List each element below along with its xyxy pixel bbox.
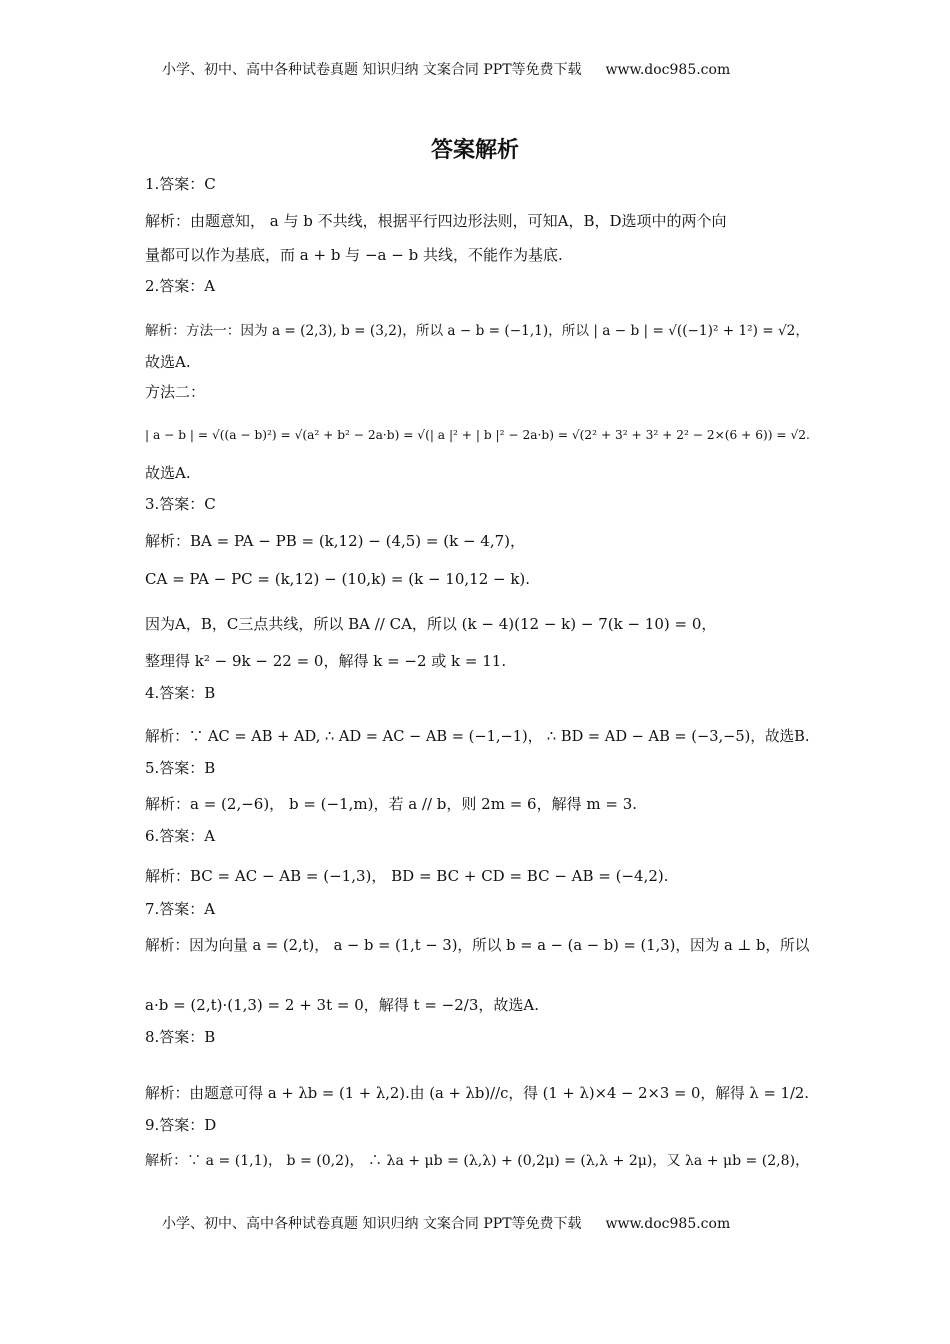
answer-line: 6.答案：A [145, 827, 216, 845]
header-text: 小学、初中、高中各种试卷真题 知识归纳 文案合同 PPT等免费下载 [162, 62, 582, 78]
text-line: 故选A. [145, 353, 191, 371]
footer-text: 小学、初中、高中各种试卷真题 知识归纳 文案合同 PPT等免费下载 [162, 1216, 582, 1232]
header-url: www.doc985.com [605, 62, 731, 78]
text-line: 解析：方法一：因为 a = (2,3), b = (3,2)，所以 a − b = (−1,1)，所以 | a − b | = √((−1)² + 1²) = √2， [145, 323, 809, 339]
page-header [162, 59, 730, 79]
answer-line: 1.答案：C [145, 175, 216, 193]
text-line: 整理得 k² − 9k − 22 = 0，解得 k = −2 或 k = 11. [145, 652, 507, 670]
text-line: 解析：∵ a = (1,1)， b = (0,2)， ∴ λa + μb = (λ,λ) + (0,2μ) = (λ,λ + 2μ)，又 λa + μb = (2,8)， [145, 1153, 810, 1169]
text-line: 解析：由题意可得 a + λb = (1 + λ,2).由 (a + λb)//c，得 (1 + λ)×4 − 2×3 = 0，解得 λ = 1/2. [145, 1085, 810, 1102]
text-line: 因为A，B，C三点共线，所以 BA // CA，所以 (k − 4)(12 − k) − 7(k − 10) = 0， [145, 615, 717, 633]
text-line: 解析：BA = PA − PB = (k,12) − (4,5) = (k − 4,7)， [145, 532, 526, 550]
answer-line: 2.答案：A [145, 277, 216, 295]
text-line: 解析：BC = AC − AB = (−1,3)， BD = BC + CD = BC − AB = (−4,2). [145, 867, 669, 885]
text-line: 方法二： [145, 383, 206, 401]
answer-line: 5.答案：B [145, 759, 216, 777]
answer-line: 3.答案：C [145, 495, 216, 513]
text-line: CA = PA − PC = (k,12) − (10,k) = (k − 10,12 − k). [145, 570, 531, 588]
page-title: 答案解析 [430, 137, 519, 163]
text-line: 故选A. [145, 464, 191, 482]
text-line: 解析：∵ AC = AB + AD, ∴ AD = AC − AB = (−1,−1)， ∴ BD = AD − AB = (−3,−5)，故选B. [145, 728, 810, 745]
text-line: 解析：由题意知， a 与 b 不共线，根据平行四边形法则，可知A，B，D选项中的两个向 [145, 212, 727, 230]
text-line: a·b = (2,t)·(1,3) = 2 + 3t = 0，解得 t = −2/3，故选A. [145, 996, 539, 1014]
page-footer [162, 1213, 730, 1233]
text-line: | a − b | = √((a − b)²) = √(a² + b² − 2a·b) = √(| a |² + | b |² − 2a·b) = √(2² + 3² + 3² + 2² − 2×(6 + 6)) = √2. [145, 428, 810, 442]
footer-url: www.doc985.com [605, 1216, 731, 1232]
text-line: 解析：a = (2,−6)， b = (−1,m)，若 a // b，则 2m = 6，解得 m = 3. [145, 795, 638, 813]
text-line: 量都可以作为基底，而 a + b 与 −a − b 共线，不能作为基底. [145, 246, 563, 264]
answer-line: 9.答案：D [145, 1116, 217, 1134]
text-line: 解析：因为向量 a = (2,t)， a − b = (1,t − 3)，所以 b = a − (a − b) = (1,3)，因为 a ⊥ b，所以 [145, 937, 810, 954]
answer-line: 8.答案：B [145, 1028, 216, 1046]
answer-line: 7.答案：A [145, 900, 216, 918]
answer-line: 4.答案：B [145, 684, 216, 702]
